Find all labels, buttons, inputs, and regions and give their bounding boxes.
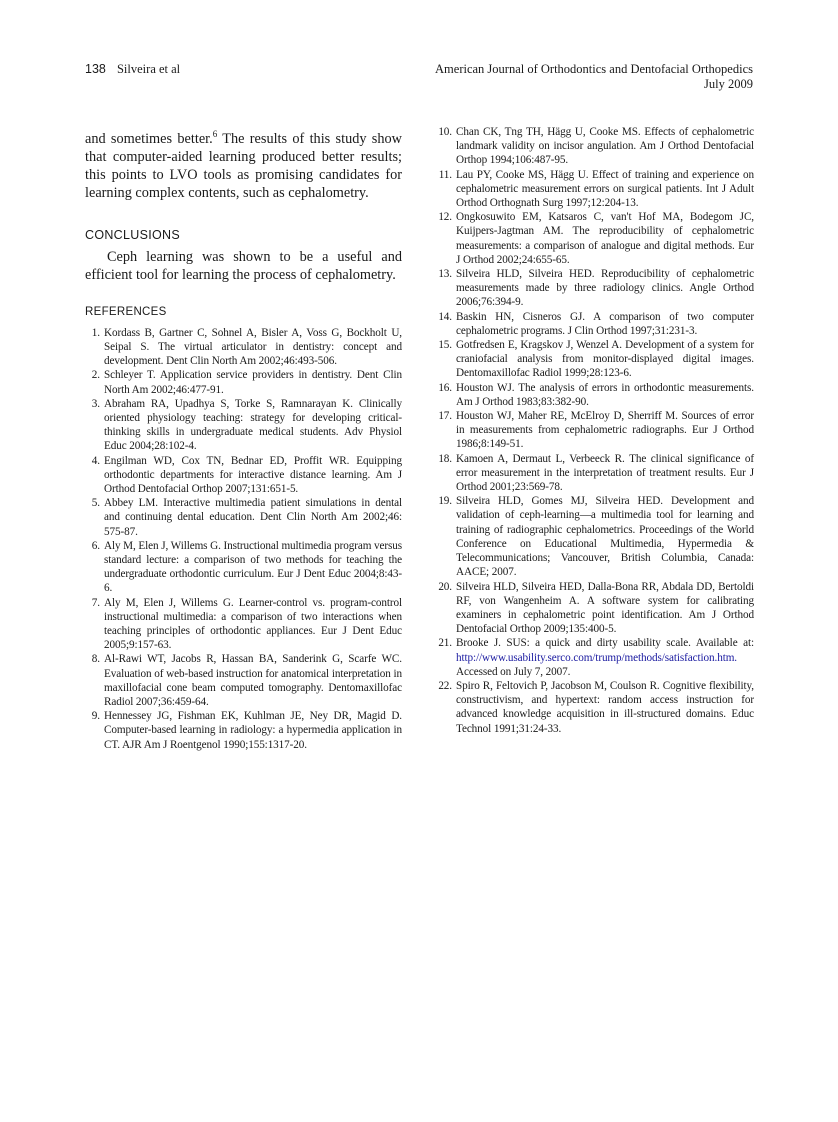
reference-text: Houston WJ, Maher RE, McElroy D, Sherriff M. Sources of error in measurements from cephalometric radiographs. Eur J Orthod 1986;8:149-51. <box>456 410 754 451</box>
reference-item <box>437 679 754 736</box>
reference-item <box>437 125 754 168</box>
reference-item <box>85 326 402 369</box>
reference-text: Chan CK, Tng TH, Hägg U, Cooke MS. Effects of cephalometric landmark validity on incisor angulation. Am J Orthod Dentofacial Orthop 1994;106:487-95. <box>456 126 754 167</box>
reference-text: Houston WJ. The analysis of errors in orthodontic measurements. Am J Orthod 1983;83:382-90. <box>456 381 754 408</box>
running-authors: Silveira et al <box>116 62 181 76</box>
paragraph-text: and sometimes better. <box>85 130 213 147</box>
reference-number: 5. <box>91 497 100 510</box>
conclusions-paragraph: Ceph learning was shown to be a useful and efficient tool for learning the process of cephalometry. <box>85 248 402 283</box>
reference-number: 16. <box>438 381 452 394</box>
reference-text: Brooke J. SUS: a quick and dirty usability scale. Available at: <box>456 637 754 650</box>
reference-item <box>437 580 754 637</box>
reference-number: 1. <box>91 326 100 339</box>
reference-item <box>437 168 754 211</box>
reference-list <box>85 326 402 752</box>
reference-text: Silveira HLD, Silveira HED. Reproducibility of cephalometric measurements made by three radiology clinics. Angle Orthod 2006;76:394-9. <box>456 268 754 309</box>
reference-text: Ongkosuwito EM, Katsaros C, van't Hof MA, Bodegom JC, Kuijpers-Jagtman AM. The reproducibility of cephalometric measurements: a comparison of analogue and digital methods. Eur J Orthod 2002;24:655-65. <box>456 211 754 266</box>
reference-text: Hennessey JG, Fishman EK, Kuhlman JE, Ney DR, Magid D. Computer-based learning in radiology: a hypermedia application in CT. AJR Am J Roentgenol 1990;155:1317-20. <box>104 710 402 751</box>
running-header-left <box>85 62 180 77</box>
reference-item <box>85 397 402 454</box>
reference-text: Kordass B, Gartner C, Sohnel A, Bisler A, Voss G, Bockholt U, Seipal S. The virtual articulator in dentistry: concept and development. Dent Clin North Am 2002;46:493-506. <box>104 326 402 368</box>
reference-number: 7. <box>91 596 100 609</box>
references-heading: REFERENCES <box>85 305 167 318</box>
reference-number: 8. <box>91 653 100 666</box>
page-number: 138 <box>85 62 106 76</box>
left-column <box>85 125 402 752</box>
reference-text: Gotfredsen E, Kragskov J, Wenzel A. Development of a system for craniofacial analysis from monitor-displayed digital images. Dentomaxillofac Radiol 1999;28:123-6. <box>456 339 754 380</box>
reference-text: Lau PY, Cooke MS, Hägg U. Effect of training and experience on cephalometric measurement errors on surgical patients. Int J Adult Orthod Orthognath Surg 1997;12:204-13. <box>456 168 754 210</box>
reference-item <box>85 709 402 752</box>
reference-text: Accessed on July 7, 2007. <box>456 665 571 678</box>
reference-item <box>437 409 754 452</box>
reference-text: Engilman WD, Cox TN, Bednar ED, Proffit WR. Equipping orthodontic departments for interactive distance learning. Am J Orthod Dentofacial Orthop 2007;131:651-5. <box>104 454 402 495</box>
reference-text: Aly M, Elen J, Willems G. Instructional multimedia program versus standard lecture: a comparison of two methods for teaching the undergraduate orthodontic curriculum. Eur J Dent Educ 2004;8:43-6. <box>104 539 402 595</box>
reference-item <box>85 454 402 497</box>
issue-date: July 2009 <box>704 77 753 91</box>
reference-number: 3. <box>91 397 100 410</box>
reference-text: Schleyer T. Application service providers in dentistry. Dent Clin North Am 2002;46:477-91. <box>104 369 402 396</box>
reference-item <box>437 310 754 338</box>
reference-number: 17. <box>438 410 452 423</box>
reference-list <box>437 125 754 736</box>
reference-number: 4. <box>91 454 100 467</box>
reference-number: 9. <box>91 710 100 723</box>
reference-text: Spiro R, Feltovich P, Jacobson M, Coulson R. Cognitive flexibility, constructivism, and hypertext: random access instruction for advanced knowledge acquisition in ill-structured domains. Educ Technol 1991;31:24-33. <box>456 679 754 735</box>
discussion-paragraph <box>85 125 402 202</box>
right-column <box>437 125 754 736</box>
running-header-right <box>435 62 753 92</box>
reference-item <box>437 452 754 495</box>
reference-number: 15. <box>438 339 452 352</box>
reference-text: Silveira HLD, Gomes MJ, Silveira HED. Development and validation of ceph-learning—a multimedia tool for learning and training of radiographic cephalometrics. Proceedings of the World Conference on Educational Multimedia, Hypermedia & Telecommunications; Vancouver, British Columbia, Canada: AACE; 2007. <box>456 495 754 579</box>
reference-number: 2. <box>91 369 100 382</box>
reference-item <box>85 368 402 396</box>
reference-item <box>437 338 754 381</box>
reference-item <box>85 596 402 653</box>
citation-superscript: 6 <box>212 129 218 139</box>
reference-number: 19. <box>438 495 452 508</box>
reference-number: 13. <box>438 268 452 281</box>
reference-number: 20. <box>438 580 452 593</box>
reference-text: Silveira HLD, Silveira HED, Dalla-Bona RR, Abdala DD, Bertoldi RF, von Wangenheim A. A software system for calibrating examiners in cephalometric point identification. Am J Orthod Dentofacial Orthop 2009;135:400-5. <box>456 580 754 636</box>
reference-number: 6. <box>91 539 100 552</box>
reference-number: 22. <box>438 679 452 692</box>
reference-text: Abraham RA, Upadhya S, Torke S, Ramnarayan K. Clinically oriented physiology teaching: strategy for developing critical-thinking skills in undergraduate medical students. Adv Physiol Educ 2004;28:102-4. <box>104 397 402 453</box>
reference-item <box>437 636 754 679</box>
reference-text: Kamoen A, Dermaut L, Verbeeck R. The clinical significance of error measurement in the interpretation of treatment results. Eur J Orthod 2001;23:569-78. <box>456 452 754 494</box>
paragraph-text: The results of this study show that computer-aided learning produced better results; this points to LVO tools as promising candidates for learning complex contents, such as cephalometry. <box>85 130 402 201</box>
reference-text: Aly M, Elen J, Willems G. Learner-control vs. program-control instructional multimedia: a comparison of two interactions when teaching principles of orthodontic appliances. Eur J Dent Educ 2005;9:157-63. <box>104 596 402 652</box>
reference-link[interactable]: http://www.usability.serco.com/trump/methods/satisfaction.htm. <box>456 651 738 664</box>
reference-item <box>85 652 402 709</box>
journal-name: American Journal of Orthodontics and Dentofacial Orthopedics <box>435 62 753 76</box>
reference-text: Abbey LM. Interactive multimedia patient simulations in dental and continuing dental education. Dent Clin North Am 2002;46: 575-87. <box>104 497 402 538</box>
reference-text: Al-Rawi WT, Jacobs R, Hassan BA, Sanderink G, Scarfe WC. Evaluation of web-based instruction for anatomical interpretation in maxillofacial cone beam computed tomography. Dentomaxillofac Radiol 2007;36:459-64. <box>104 653 402 709</box>
reference-item <box>437 381 754 409</box>
reference-number: 10. <box>438 126 452 138</box>
reference-item <box>85 539 402 596</box>
reference-number: 21. <box>438 637 452 650</box>
reference-item <box>437 267 754 310</box>
reference-item <box>437 494 754 579</box>
reference-item <box>85 496 402 539</box>
reference-number: 11. <box>438 168 452 181</box>
reference-number: 18. <box>438 452 452 465</box>
reference-number: 14. <box>438 310 452 323</box>
reference-text: Baskin HN, Cisneros GJ. A comparison of two computer cephalometric programs. J Clin Orthod 1997;31:231-3. <box>456 310 754 337</box>
conclusions-heading: CONCLUSIONS <box>85 227 180 242</box>
reference-number: 12. <box>438 211 452 224</box>
reference-item <box>437 210 754 267</box>
